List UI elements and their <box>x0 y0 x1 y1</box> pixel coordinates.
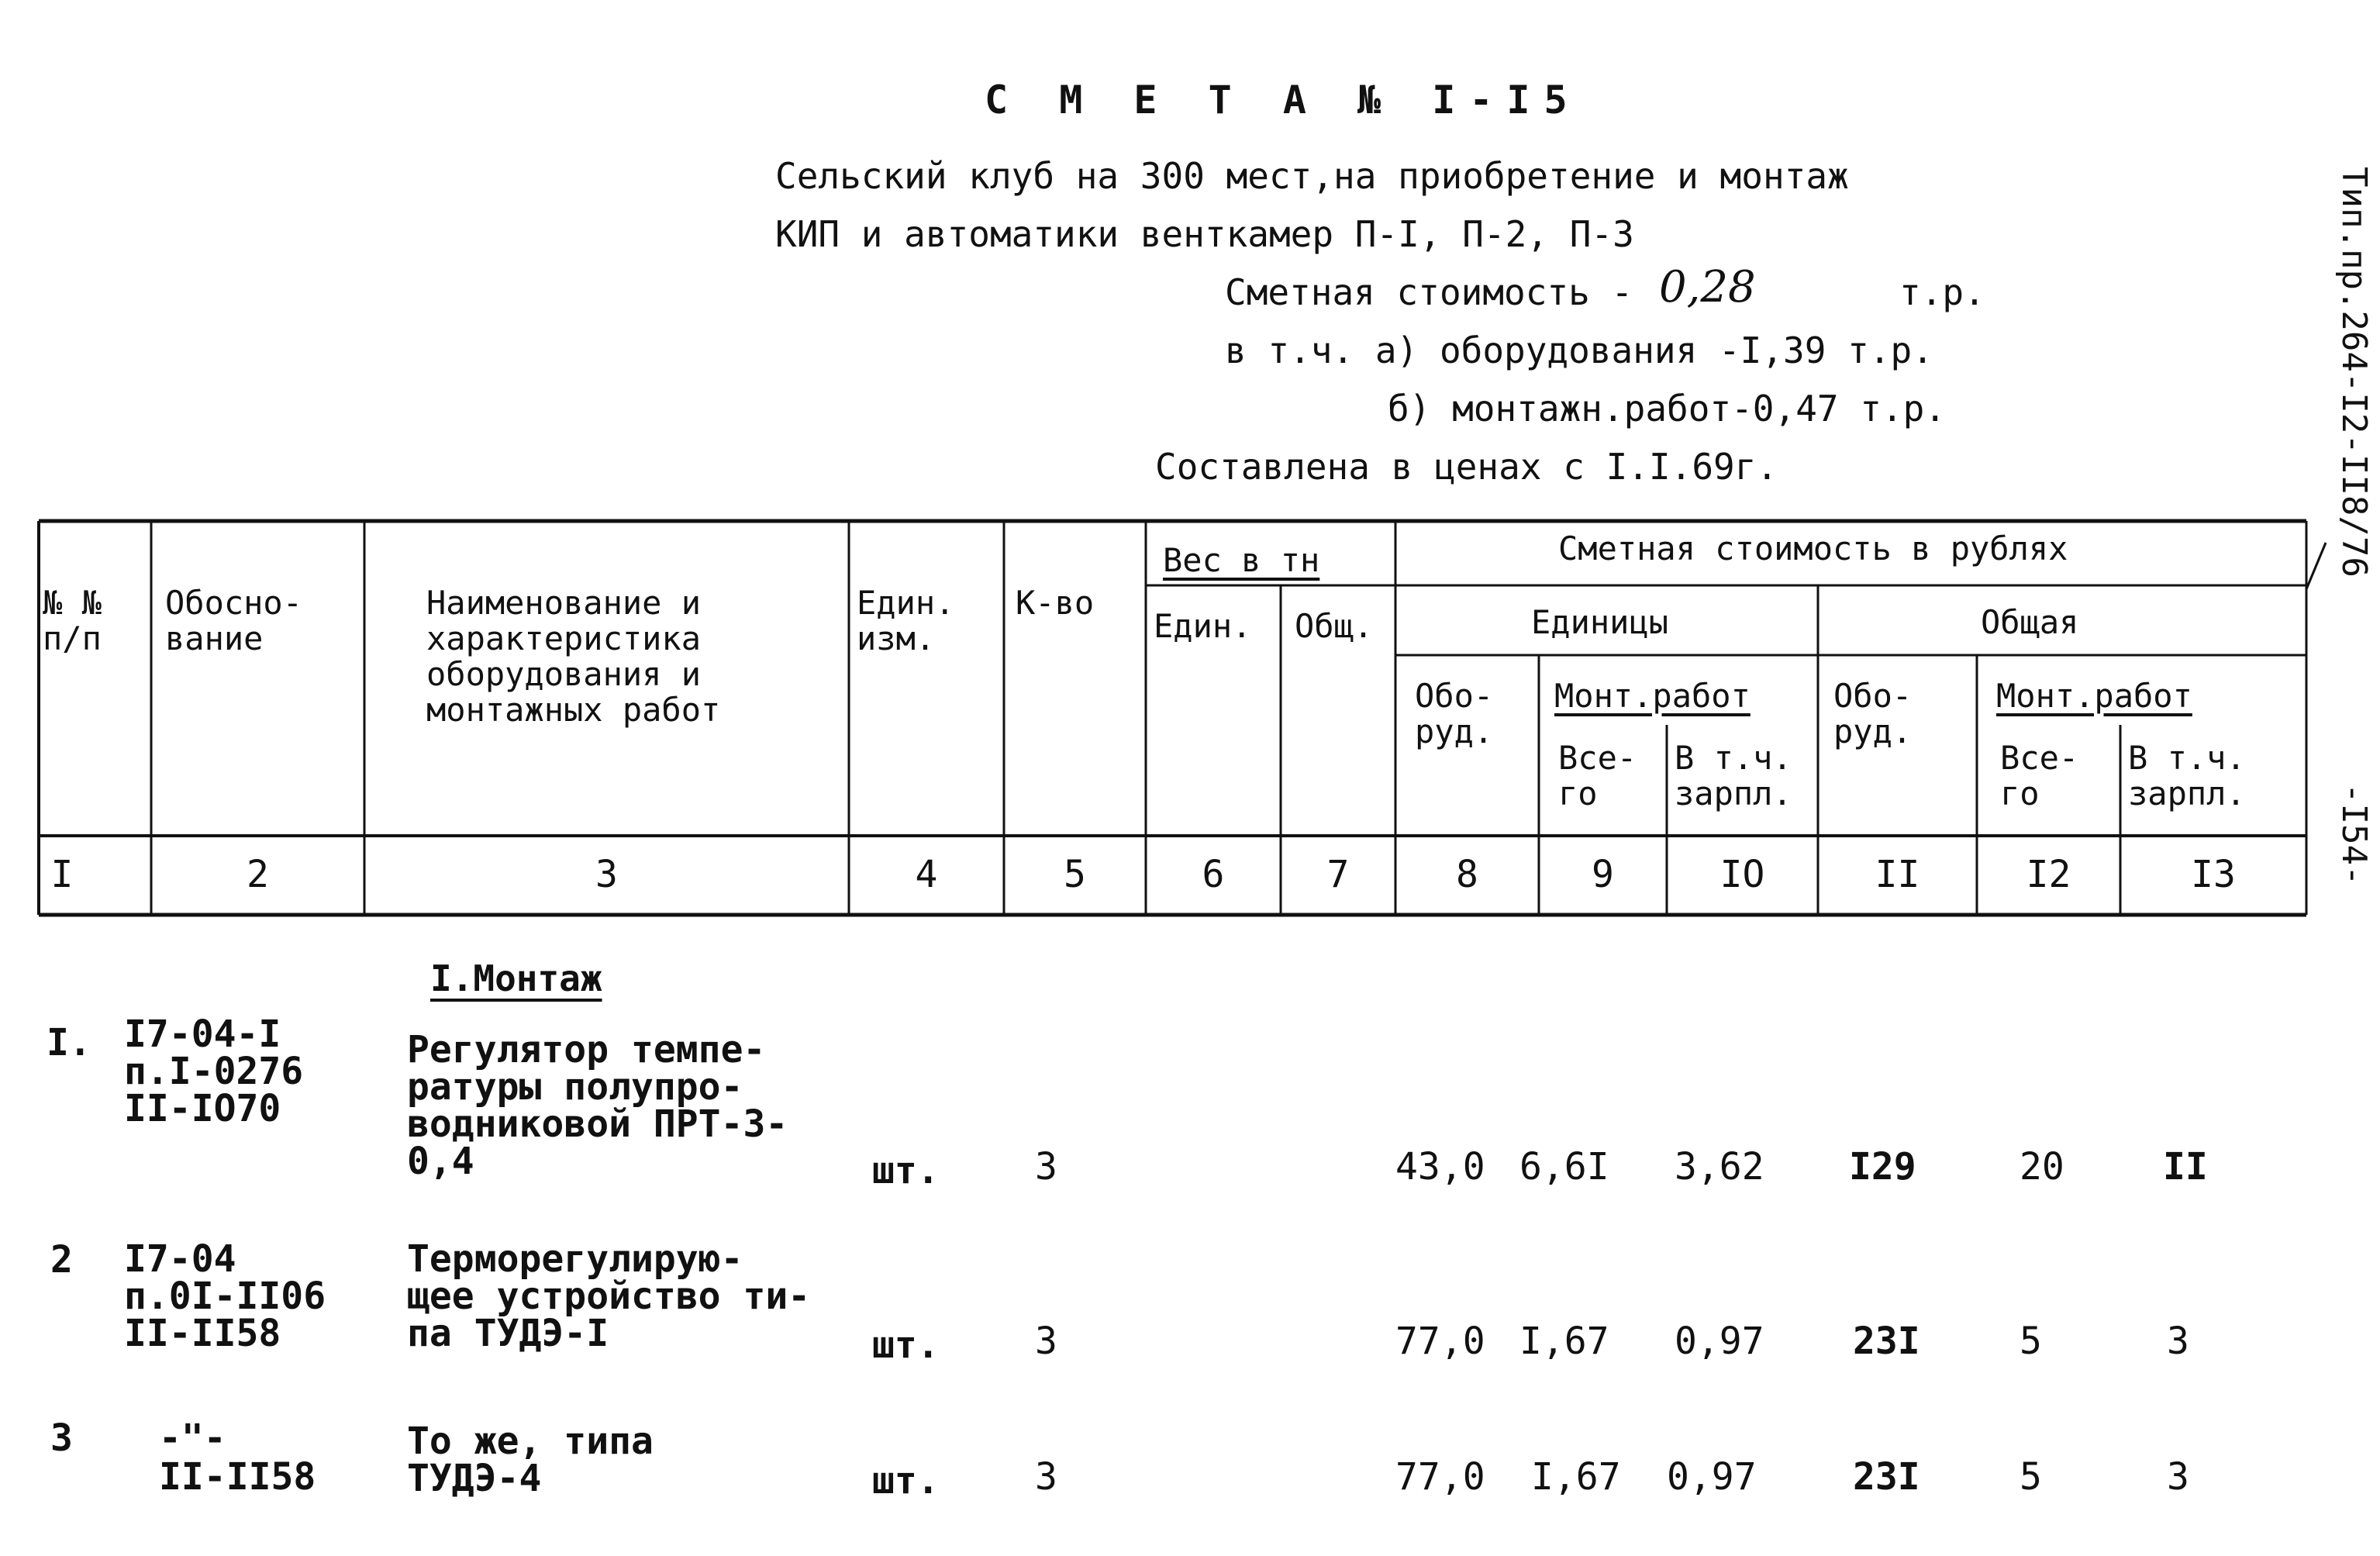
row-equipment-unit: 77,0 <box>1395 1455 1485 1499</box>
cost-value: 0,28 <box>1659 262 1756 312</box>
header-total: Общая <box>1981 603 2079 641</box>
header-unit: Един. изм. <box>857 584 955 657</box>
project-reference: Тип.пр.264-I2-II8/76 <box>2334 167 2374 578</box>
header-units: Единицы <box>1531 603 1669 641</box>
header-weight-total: Общ. <box>1295 607 1374 645</box>
row-quantity: 3 <box>1035 1455 1057 1499</box>
row-equipment-total: 23I <box>1853 1320 1920 1363</box>
document-title: С М Е Т А № I-I5 <box>985 78 1581 122</box>
row-basis: I7-04-I п.I-0276 II-IO70 <box>124 1013 304 1130</box>
header-wage-total: В т.ч. зарпл. <box>2128 739 2246 813</box>
column-number: 2 <box>247 853 269 896</box>
row-number: 3 <box>50 1416 73 1460</box>
column-number: 9 <box>1592 853 1614 896</box>
column-number: IO <box>1719 853 1765 896</box>
row-installation-total: 5 <box>2020 1320 2042 1363</box>
header-installation-total: Монт.работ <box>1996 677 2192 715</box>
row-number: I. <box>47 1021 91 1064</box>
header-all-unit: Все- го <box>1558 739 1637 813</box>
row-installation-total: 20 <box>2020 1145 2064 1189</box>
header-all-total: Все- го <box>2000 739 2079 813</box>
column-number: I3 <box>2191 853 2236 896</box>
row-unit: шт. <box>872 1459 940 1503</box>
row-quantity: 3 <box>1035 1320 1057 1363</box>
column-number: 7 <box>1326 853 1350 896</box>
header-equipment-total: Обо- руд. <box>1833 677 1913 750</box>
row-equipment-total: I29 <box>1849 1145 1916 1189</box>
row-installation-total: 5 <box>2020 1455 2042 1499</box>
row-name: То же, типа ТУДЭ-4 <box>407 1420 654 1500</box>
header-basis: Обосно- вание <box>165 584 303 657</box>
column-number: 3 <box>595 853 618 896</box>
header-row-number: № № п/п <box>43 584 102 657</box>
column-number: 8 <box>1456 853 1478 896</box>
row-wage-total: II <box>2163 1145 2208 1189</box>
column-number: I2 <box>2026 853 2071 896</box>
row-basis: -"- II-II58 <box>159 1416 316 1499</box>
header-weight-unit: Един. <box>1154 607 1252 645</box>
header-weight: Вес в тн <box>1163 541 1320 579</box>
subtitle-line-1: Сельский клуб на 300 мест,на приобретение и монтаж <box>775 155 1849 197</box>
price-basis: Составлена в ценах с I.I.69г. <box>1155 446 1778 488</box>
included-installation: б) монтажн.работ-0,47 т.р. <box>1388 388 1947 430</box>
row-wage-total: 3 <box>2167 1455 2189 1499</box>
row-wage-unit: 3,62 <box>1675 1145 1764 1189</box>
row-unit: шт. <box>872 1149 940 1192</box>
header-estimated-cost: Сметная стоимость в рублях <box>1558 530 2068 568</box>
row-name: Регулятор темпе- ратуры полупро- водниковой ПРТ-3- 0,4 <box>407 1028 788 1183</box>
row-equipment-unit: 77,0 <box>1395 1320 1485 1363</box>
cost-label: Сметная стоимость - <box>1225 271 1633 313</box>
header-name: Наименование и характеристика оборудования и монтажных работ <box>426 584 721 729</box>
page-number: -I54- <box>2334 783 2374 886</box>
included-equipment: в т.ч. а) оборудования -I,39 т.р. <box>1225 329 1933 371</box>
row-equipment-unit: 43,0 <box>1395 1145 1485 1189</box>
header-installation-unit: Монт.работ <box>1554 677 1751 715</box>
row-wage-unit: 0,97 <box>1667 1455 1757 1499</box>
row-equipment-total: 23I <box>1853 1455 1920 1499</box>
column-number: 5 <box>1064 853 1086 896</box>
row-wage-unit: 0,97 <box>1675 1320 1764 1363</box>
cost-unit: т.р. <box>1899 271 1985 313</box>
row-quantity: 3 <box>1035 1145 1057 1189</box>
row-installation-unit: I,67 <box>1519 1320 1609 1363</box>
section-title: I.Монтаж <box>430 957 602 999</box>
column-number: I <box>50 853 74 896</box>
column-number: 6 <box>1202 853 1225 896</box>
header-equipment-unit: Обо- руд. <box>1415 677 1494 750</box>
column-number: II <box>1875 853 1920 896</box>
row-basis: I7-04 п.0I-II06 II-II58 <box>124 1237 326 1355</box>
header-wage-unit: В т.ч. зарпл. <box>1675 739 1792 813</box>
row-number: 2 <box>50 1238 73 1282</box>
row-wage-total: 3 <box>2167 1320 2189 1363</box>
row-name: Терморегулирую- щее устройство ти- па ТУДЭ-I <box>407 1237 811 1355</box>
row-installation-unit: I,67 <box>1531 1455 1621 1499</box>
row-installation-unit: 6,6I <box>1519 1145 1609 1189</box>
column-number: 4 <box>915 853 938 896</box>
header-quantity: К-во <box>1016 584 1095 622</box>
subtitle-line-2: КИП и автоматики венткамер П-I, П-2, П-3 <box>775 213 1634 255</box>
row-unit: шт. <box>872 1323 940 1367</box>
